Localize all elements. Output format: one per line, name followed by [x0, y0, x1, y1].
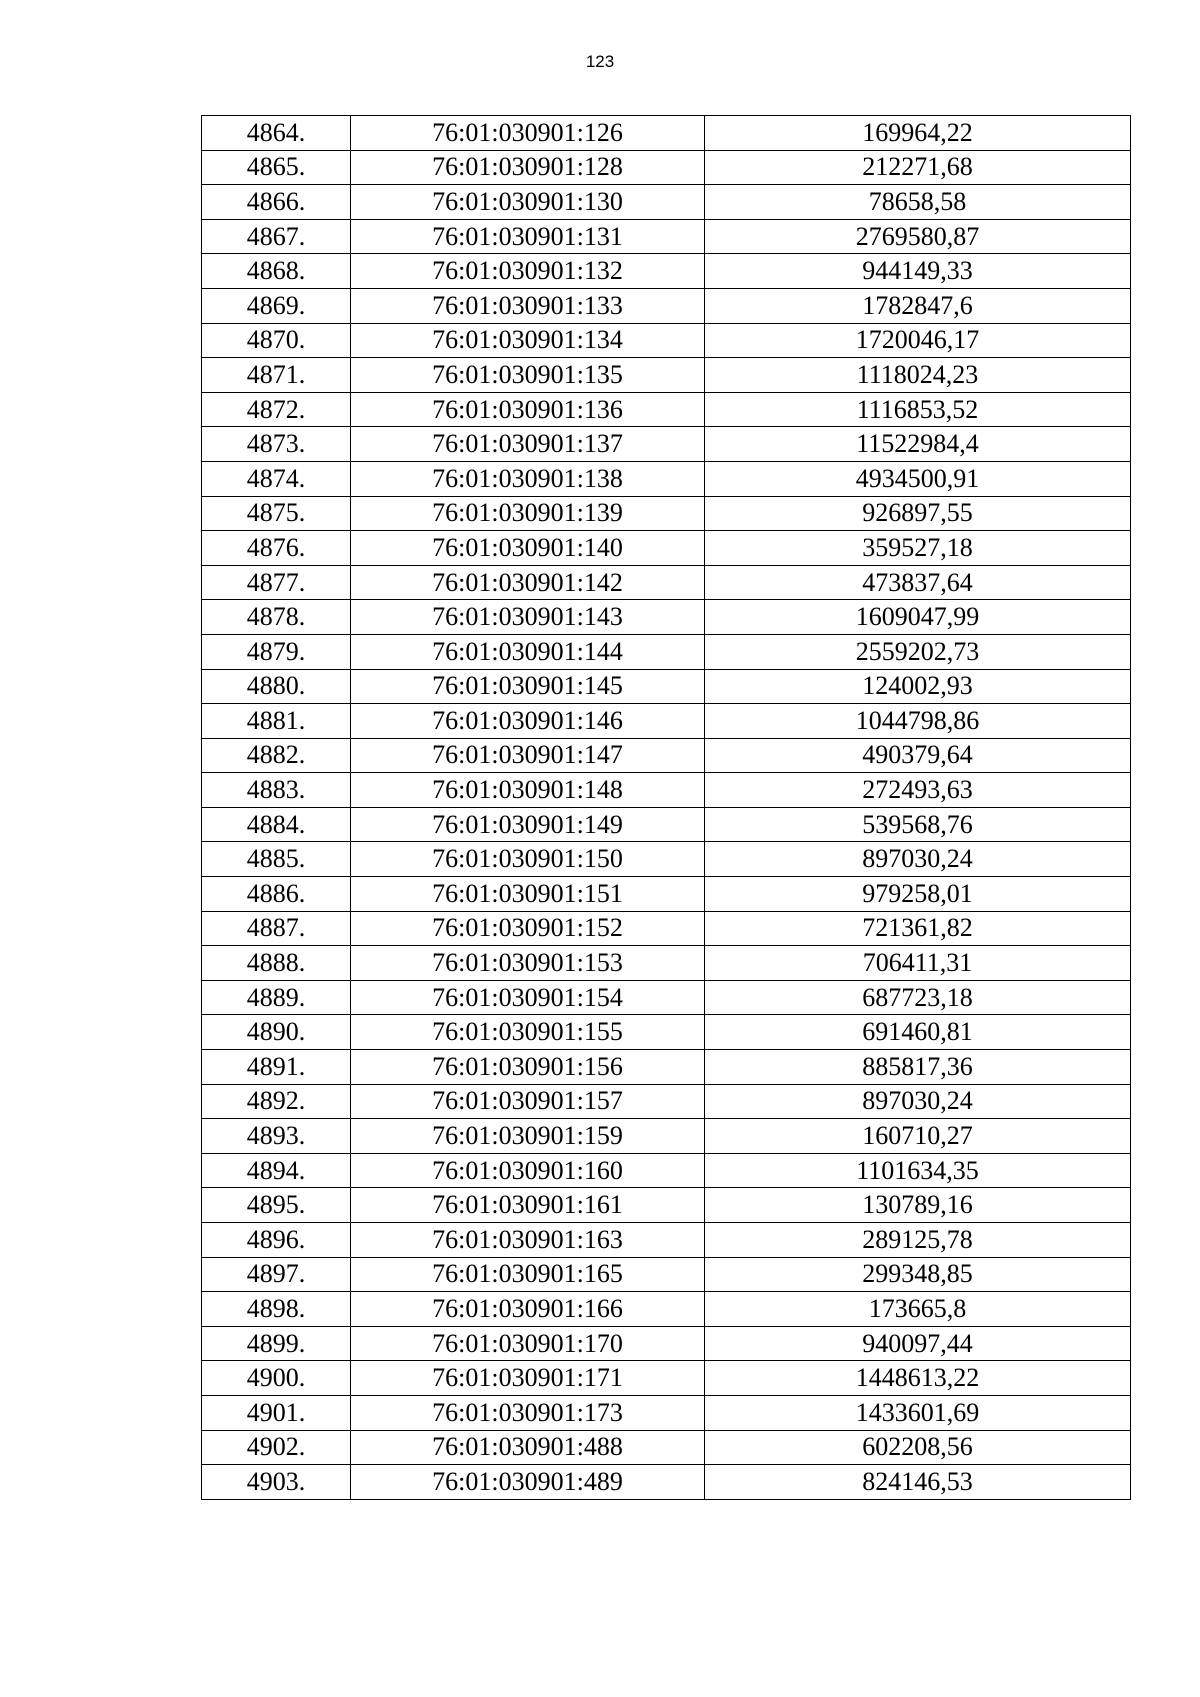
table-row: [202, 911, 1131, 946]
row-number-cell: 4897.: [202, 1257, 351, 1292]
cadastral-value-cell: 979258,01: [705, 877, 1131, 912]
cadastral-number-cell: 76:01:030901:149: [351, 807, 705, 842]
cadastral-number-cell: 76:01:030901:166: [351, 1292, 705, 1327]
table-row: [202, 219, 1131, 254]
cadastral-number-cell: 76:01:030901:165: [351, 1257, 705, 1292]
cadastral-number-cell: 76:01:030901:161: [351, 1188, 705, 1223]
table-row: [202, 358, 1131, 393]
cadastral-number-cell: 76:01:030901:131: [351, 219, 705, 254]
row-number-cell: 4894.: [202, 1153, 351, 1188]
page-number: 123: [585, 52, 615, 71]
cadastral-value-cell: 1782847,6: [705, 288, 1131, 323]
cadastral-value-cell: 885817,36: [705, 1050, 1131, 1085]
table-row: [202, 877, 1131, 912]
cadastral-value-cell: 272493,63: [705, 773, 1131, 808]
row-number-cell: 4896.: [202, 1223, 351, 1258]
cadastral-value-cell: 124002,93: [705, 669, 1131, 704]
cadastral-number-cell: 76:01:030901:134: [351, 323, 705, 358]
cadastral-number-cell: 76:01:030901:151: [351, 877, 705, 912]
table-row: [202, 1465, 1131, 1500]
row-number-cell: 4890.: [202, 1015, 351, 1050]
cadastral-number-cell: 76:01:030901:155: [351, 1015, 705, 1050]
row-number-cell: 4882.: [202, 738, 351, 773]
cadastral-value-cell: 721361,82: [705, 911, 1131, 946]
table-row: [202, 704, 1131, 739]
row-number-cell: 4880.: [202, 669, 351, 704]
cadastral-number-cell: 76:01:030901:160: [351, 1153, 705, 1188]
cadastral-number-cell: 76:01:030901:143: [351, 600, 705, 635]
table-row: [202, 1326, 1131, 1361]
row-number-cell: 4898.: [202, 1292, 351, 1327]
cadastral-value-cell: 1448613,22: [705, 1361, 1131, 1396]
cadastral-value-cell: 602208,56: [705, 1430, 1131, 1465]
cadastral-number-cell: 76:01:030901:128: [351, 150, 705, 185]
cadastral-value-cell: 926897,55: [705, 496, 1131, 531]
table-row: [202, 600, 1131, 635]
table-row: [202, 1223, 1131, 1258]
cadastral-number-cell: 76:01:030901:156: [351, 1050, 705, 1085]
cadastral-number-cell: 76:01:030901:144: [351, 634, 705, 669]
cadastral-value-cell: 706411,31: [705, 946, 1131, 981]
table-row: [202, 1050, 1131, 1085]
row-number-cell: 4884.: [202, 807, 351, 842]
row-number-cell: 4885.: [202, 842, 351, 877]
table-row: [202, 288, 1131, 323]
row-number-cell: 4872.: [202, 392, 351, 427]
row-number-cell: 4869.: [202, 288, 351, 323]
table-row: [202, 1119, 1131, 1154]
cadastral-value-cell: 2769580,87: [705, 219, 1131, 254]
table-row: [202, 773, 1131, 808]
cadastral-value-cell: 940097,44: [705, 1326, 1131, 1361]
cadastral-number-cell: 76:01:030901:142: [351, 565, 705, 600]
cadastral-number-cell: 76:01:030901:159: [351, 1119, 705, 1154]
table-row: [202, 116, 1131, 151]
cadastral-number-cell: 76:01:030901:137: [351, 427, 705, 462]
table-row: [202, 427, 1131, 462]
cadastral-number-cell: 76:01:030901:145: [351, 669, 705, 704]
table-row: [202, 980, 1131, 1015]
cadastral-number-cell: 76:01:030901:163: [351, 1223, 705, 1258]
table-row: [202, 738, 1131, 773]
table-row: [202, 1188, 1131, 1223]
cadastral-value-cell: 473837,64: [705, 565, 1131, 600]
row-number-cell: 4883.: [202, 773, 351, 808]
cadastral-number-cell: 76:01:030901:170: [351, 1326, 705, 1361]
row-number-cell: 4866.: [202, 185, 351, 220]
row-number-cell: 4888.: [202, 946, 351, 981]
row-number-cell: 4901.: [202, 1395, 351, 1430]
table-row: [202, 807, 1131, 842]
cadastral-number-cell: 76:01:030901:132: [351, 254, 705, 289]
cadastral-value-cell: 4934500,91: [705, 461, 1131, 496]
table-row: [202, 1361, 1131, 1396]
table-row: [202, 669, 1131, 704]
table-row: [202, 323, 1131, 358]
cadastral-value-cell: 1044798,86: [705, 704, 1131, 739]
table-row: [202, 1153, 1131, 1188]
cadastral-value-cell: 1609047,99: [705, 600, 1131, 635]
cadastral-value-cell: 11522984,4: [705, 427, 1131, 462]
row-number-cell: 4893.: [202, 1119, 351, 1154]
cadastral-value-cell: 1116853,52: [705, 392, 1131, 427]
table-row: [202, 150, 1131, 185]
table-row: [202, 1292, 1131, 1327]
cadastral-value-cell: 691460,81: [705, 1015, 1131, 1050]
cadastral-value-cell: 897030,24: [705, 842, 1131, 877]
row-number-cell: 4871.: [202, 358, 351, 393]
row-number-cell: 4873.: [202, 427, 351, 462]
cadastral-number-cell: 76:01:030901:173: [351, 1395, 705, 1430]
row-number-cell: 4902.: [202, 1430, 351, 1465]
table-row: [202, 1015, 1131, 1050]
cadastral-value-cell: 2559202,73: [705, 634, 1131, 669]
table-row: [202, 565, 1131, 600]
cadastral-number-cell: 76:01:030901:146: [351, 704, 705, 739]
cadastral-number-cell: 76:01:030901:135: [351, 358, 705, 393]
cadastral-value-cell: 490379,64: [705, 738, 1131, 773]
row-number-cell: 4903.: [202, 1465, 351, 1500]
cadastral-number-cell: 76:01:030901:148: [351, 773, 705, 808]
row-number-cell: 4879.: [202, 634, 351, 669]
table-row: [202, 461, 1131, 496]
cadastral-value-cell: 160710,27: [705, 1119, 1131, 1154]
cadastral-value-cell: 824146,53: [705, 1465, 1131, 1500]
table-row: [202, 1430, 1131, 1465]
cadastral-number-cell: 76:01:030901:153: [351, 946, 705, 981]
row-number-cell: 4892.: [202, 1084, 351, 1119]
table-row: [202, 496, 1131, 531]
cadastral-value-cell: 173665,8: [705, 1292, 1131, 1327]
row-number-cell: 4887.: [202, 911, 351, 946]
cadastral-value-cell: 687723,18: [705, 980, 1131, 1015]
row-number-cell: 4868.: [202, 254, 351, 289]
cadastral-number-cell: 76:01:030901:126: [351, 116, 705, 151]
cadastral-number-cell: 76:01:030901:139: [351, 496, 705, 531]
cadastral-value-cell: 897030,24: [705, 1084, 1131, 1119]
cadastral-value-cell: 299348,85: [705, 1257, 1131, 1292]
row-number-cell: 4900.: [202, 1361, 351, 1396]
table-row: [202, 531, 1131, 566]
cadastral-value-cell: 78658,58: [705, 185, 1131, 220]
table-body: [202, 116, 1131, 1500]
cadastral-value-cell: 1101634,35: [705, 1153, 1131, 1188]
row-number-cell: 4886.: [202, 877, 351, 912]
cadastral-value-cell: 359527,18: [705, 531, 1131, 566]
cadastral-value-cell: 1720046,17: [705, 323, 1131, 358]
cadastral-number-cell: 76:01:030901:130: [351, 185, 705, 220]
cadastral-number-cell: 76:01:030901:489: [351, 1465, 705, 1500]
row-number-cell: 4874.: [202, 461, 351, 496]
cadastral-number-cell: 76:01:030901:171: [351, 1361, 705, 1396]
table-row: [202, 1395, 1131, 1430]
table-row: [202, 254, 1131, 289]
table-row: [202, 842, 1131, 877]
row-number-cell: 4881.: [202, 704, 351, 739]
cadastral-number-cell: 76:01:030901:133: [351, 288, 705, 323]
cadastral-value-table: [201, 115, 1131, 1500]
cadastral-value-cell: 130789,16: [705, 1188, 1131, 1223]
row-number-cell: 4891.: [202, 1050, 351, 1085]
row-number-cell: 4899.: [202, 1326, 351, 1361]
row-number-cell: 4875.: [202, 496, 351, 531]
cadastral-number-cell: 76:01:030901:140: [351, 531, 705, 566]
row-number-cell: 4865.: [202, 150, 351, 185]
cadastral-number-cell: 76:01:030901:150: [351, 842, 705, 877]
table-row: [202, 946, 1131, 981]
row-number-cell: 4867.: [202, 219, 351, 254]
row-number-cell: 4870.: [202, 323, 351, 358]
cadastral-value-cell: 212271,68: [705, 150, 1131, 185]
cadastral-number-cell: 76:01:030901:136: [351, 392, 705, 427]
cadastral-number-cell: 76:01:030901:488: [351, 1430, 705, 1465]
table-row: [202, 634, 1131, 669]
cadastral-value-cell: 169964,22: [705, 116, 1131, 151]
cadastral-number-cell: 76:01:030901:152: [351, 911, 705, 946]
table-row: [202, 185, 1131, 220]
cadastral-value-cell: 1433601,69: [705, 1395, 1131, 1430]
row-number-cell: 4895.: [202, 1188, 351, 1223]
cadastral-value-cell: 944149,33: [705, 254, 1131, 289]
table-row: [202, 1257, 1131, 1292]
row-number-cell: 4889.: [202, 980, 351, 1015]
row-number-cell: 4864.: [202, 116, 351, 151]
cadastral-value-cell: 289125,78: [705, 1223, 1131, 1258]
table-row: [202, 1084, 1131, 1119]
row-number-cell: 4878.: [202, 600, 351, 635]
table-row: [202, 392, 1131, 427]
cadastral-number-cell: 76:01:030901:147: [351, 738, 705, 773]
row-number-cell: 4876.: [202, 531, 351, 566]
cadastral-number-cell: 76:01:030901:138: [351, 461, 705, 496]
cadastral-number-cell: 76:01:030901:157: [351, 1084, 705, 1119]
row-number-cell: 4877.: [202, 565, 351, 600]
cadastral-number-cell: 76:01:030901:154: [351, 980, 705, 1015]
cadastral-value-cell: 539568,76: [705, 807, 1131, 842]
cadastral-value-cell: 1118024,23: [705, 358, 1131, 393]
